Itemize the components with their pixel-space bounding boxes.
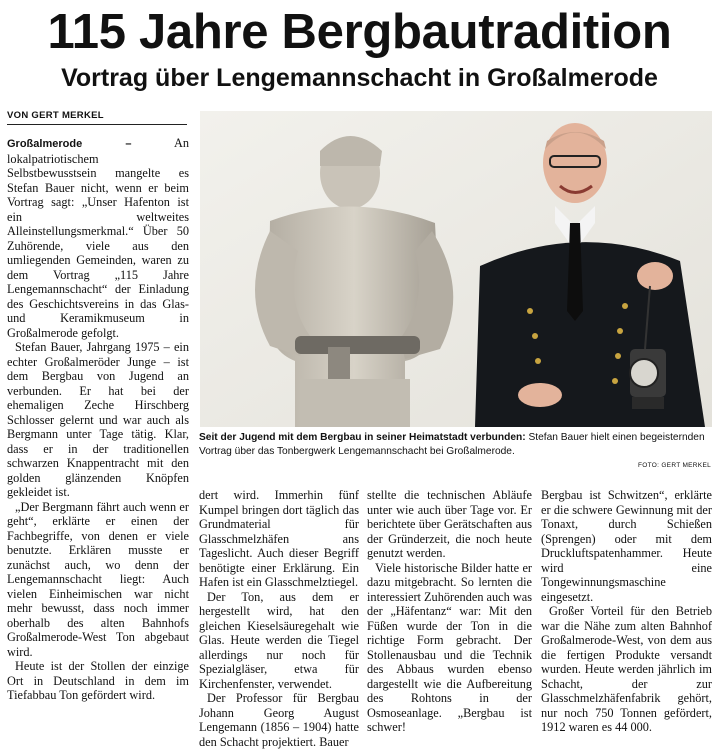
headline: 115 Jahre Bergbautradition: [47, 5, 672, 59]
article-photo: [200, 111, 712, 427]
article-paragraph: „Der Bergmann fährt auch wenn er geht“, erklärte er einen der Fachbegriffe, von denen er viele benutzte. Erklären musste er zunächst auch, wo denn der Lengemannschacht liegt: Auch vielen Einheimischen war nicht mehr bewusst, dass noch immer oberhalb des alten Bahnhofs Großalmerode-West Ton abgebaut wird.: [7, 499, 189, 659]
article-paragraph: Der Ton, aus dem er hergestellt wird, hat den gleichen Kieselsäuregehalt wie Glas. Heute werden die Tiegel allerdings nur noch für Spezialgläser, etwa für Kirchenfenster, verwendet.: [199, 589, 359, 691]
byline: VON GERT MERKEL: [7, 110, 187, 125]
article-paragraph: Stefan Bauer, Jahrgang 1975 – ein echter Großalmeröder Junge – ist dem Bergbau von Jugend an verbunden. Er hat bei der ehemaligen Zeche Hirschberg Schlosser gelernt und war auch als Bergmann unter Tage tätig. Klar, dass er in der traditionellen schwarzen Knappentracht mit den golden glänzenden Knöpfen gekleidet ist.: [7, 340, 189, 499]
caption-lead: Seit der Jugend mit dem Bergbau in seiner Heimatstadt verbunden:: [199, 432, 526, 443]
article-paragraph: Heute ist der Stollen der einzige Ort in Deutschland in dem im Tiefabbau Ton gefördert wird.: [7, 659, 189, 702]
article-column-4: [541, 488, 712, 754]
article-paragraph: Der Professor für Bergbau Johann Georg August Lengemann (1856 – 1904) hatte den Schacht projektiert. Bauer: [199, 691, 359, 749]
article-column-2: [199, 488, 359, 754]
article-column-1: [7, 136, 189, 752]
photo-caption: [199, 431, 713, 458]
article-paragraph: Bergbau ist Schwitzen“, erklärte er die schwere Gewinnung mit der Tonaxt, durch Schießen (Sprengen) oder mit dem Druckluftspatenhammer. Heute wird eine Tongewinnungsmaschine eingesetzt.: [541, 488, 712, 604]
article-paragraph: stellte die technischen Abläufe unter wie auch über Tage vor. Er berichtete über Gerätschaften aus der Gründerzeit, die noch heute genutzt werden.: [367, 488, 532, 560]
dateline-place: Großalmerode –: [7, 138, 132, 150]
article-column-3: [367, 488, 532, 754]
article-paragraph: Großalmerode – An lokalpatriotischem Selbstbewusstsein mangelte es Stefan Bauer nicht, wenn er beim Vortrag sagt: „Unser Hafenton ist ein weltweites Alleinstellungsmerkmal.“ Über 50 Zuhörende, viele aus den umliegenden Gemeinden, waren zu dem Vortrag „115 Jahre Lengemannschacht“ der Einladung des Geschichtsvereins in das Glas- und Keramikmuseum in Großalmerode gefolgt.: [7, 136, 189, 340]
article-paragraph: Viele historische Bilder hatte er dazu mitgebracht. So lernten die interessiert Zuhörenden auch was der „Häfentanz“ war: Mit den Füßen wurde der Ton in die richtige Form gebracht. Der Stollenausbau und die Technik des Abbaus wurden ebenso dargestellt wie die Aufbereitung des Rohtons in der Osmoseanlage. „Bergbau ist schwer!: [367, 560, 532, 734]
photo-credit: FOTO: GERT MERKEL: [637, 462, 711, 469]
subheadline: Vortrag über Lengemannschacht in Großalmerode: [61, 64, 658, 92]
article-paragraph: Großer Vorteil für den Betrieb war die Nähe zum alten Bahnhof Großalmerode-West, von dem aus die fertigen Produkte versandt wurden. Heute werden jährlich im Schacht, der zur Glasschmelzhäfenfabrik gehört, nur noch 750 Tonnen gefördert, 1912 waren es 44 000.: [541, 604, 712, 734]
article-paragraph: dert wird. Immerhin fünf Kumpel bringen dort täglich das Grundmaterial für Glasschmelzhäfen ans Tageslicht. Auch dieser Begriff benötigte einer Erklärung. Ein Hafen ist ein Glasschmelztiegel.: [199, 488, 359, 589]
caption-text: Stefan Bauer hielt einen begeisternden Vortrag über das Tonbergwerk Lengemannschacht bei Großalmerode.: [199, 432, 705, 457]
